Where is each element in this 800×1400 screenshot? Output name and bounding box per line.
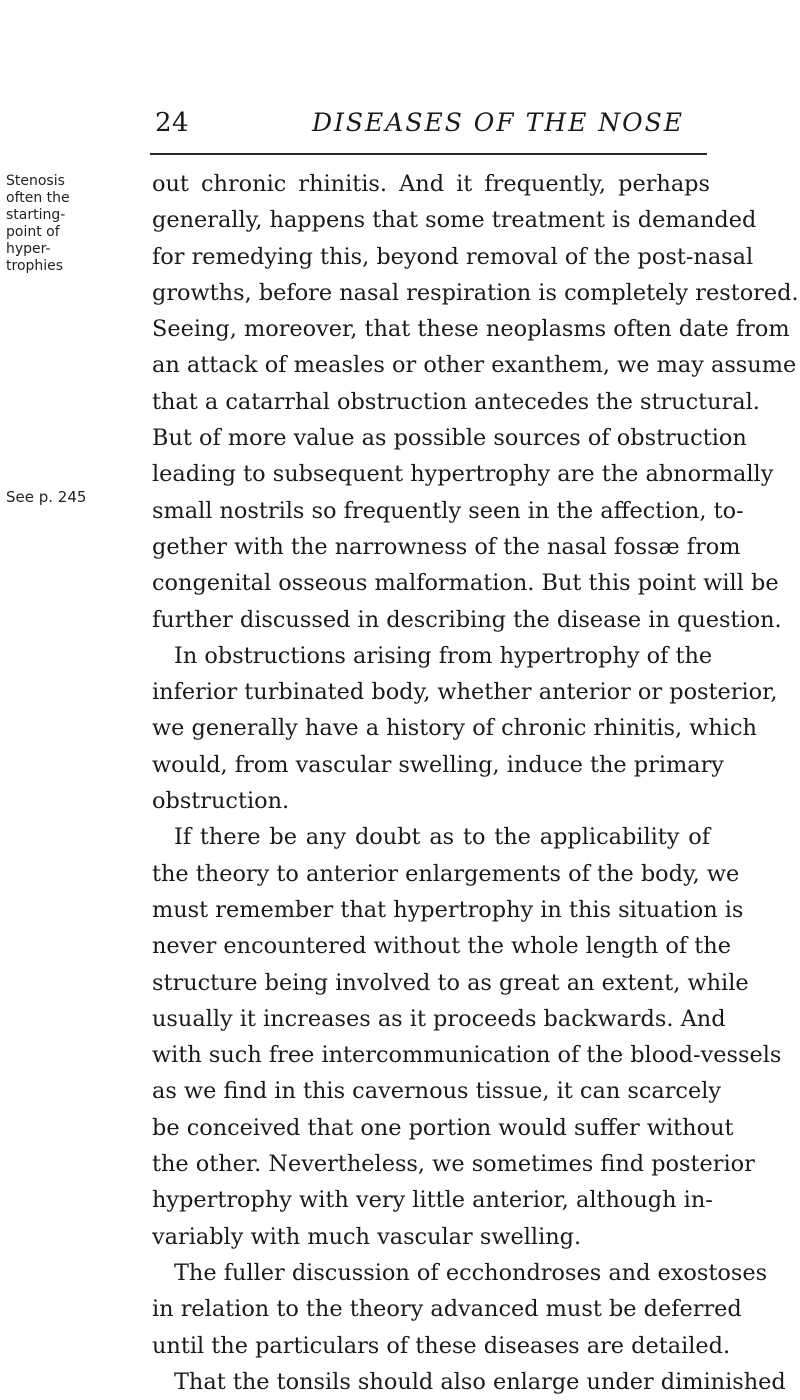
margin-note-line: starting- [6,207,66,223]
margin-note-line: See p. 245 [6,488,87,506]
text-line: the theory to anterior enlargements of the body, we [152,860,740,887]
text-line: we generally have a history of chronic rhinitis, which [152,715,757,742]
text-line: with such free intercommunication of the blood-vessels [152,1042,782,1069]
running-title: DISEASES OF THE NOSE [312,108,685,137]
text-line: gether with the narrowness of the nasal fossæ from [152,533,741,560]
text-line: until the particulars of these diseases are detailed. [152,1332,731,1359]
text-line: never encountered without the whole length of the [152,933,731,960]
text-line: be conceived that one portion would suffer without [152,1114,734,1141]
text-line: that a catarrhal obstruction antecedes the structural. [152,388,760,415]
text-line: If there be any doubt as to the applicability of [174,824,710,851]
text-line: But of more value as possible sources of obstruction [152,425,747,452]
text-line: as we find in this cavernous tissue, it can scarcely [152,1078,722,1105]
margin-note-cross-reference [6,489,86,506]
text-line: would, from vascular swelling, induce the primary [152,751,724,778]
text-line: usually it increases as it proceeds backwards. And [152,1005,726,1032]
text-line: hypertrophy with very little anterior, although in- [152,1187,713,1214]
margin-note-line: hyper- [6,241,51,257]
text-line: In obstructions arising from hypertrophy of the [174,642,713,669]
text-line: generally, happens that some treatment is demanded [152,207,757,234]
margin-note-line: often the [6,190,70,206]
text-line: for remedying this, beyond removal of the post-nasal [152,243,754,270]
text-line: Seeing, moreover, that these neoplasms often date from [152,316,790,343]
text-line: leading to subsequent hypertrophy are the abnormally [152,461,774,488]
text-line: structure being involved to as great an extent, while [152,969,749,996]
text-line: an attack of measles or other exanthem, we may assume [152,352,797,379]
text-line: small nostrils so frequently seen in the affection, to- [152,497,744,524]
body-text [152,166,799,1400]
margin-note-line: point of [6,224,60,240]
text-line: out chronic rhinitis. And it frequently, perhaps [152,171,710,197]
margin-note-line: trophies [6,258,64,274]
text-line: variably with much vascular swelling. [152,1223,582,1250]
text-line: The fuller discussion of ecchondroses and exostoses [174,1259,768,1286]
text-line: That the tonsils should also enlarge under diminished [174,1368,786,1395]
text-line: obstruction. [152,788,290,815]
margin-note-line: Stenosis [6,173,65,189]
text-line: must remember that hypertrophy in this situation is [152,896,744,923]
text-line: further discussed in describing the disease in question. [152,606,782,633]
header-rule [150,153,707,155]
text-line: growths, before nasal respiration is completely restored. [152,279,799,306]
margin-note-stenosis [6,173,70,275]
page-header [0,0,800,160]
text-line: the other. Nevertheless, we sometimes find posterior [152,1151,755,1178]
text-line: inferior turbinated body, whether anterior or posterior, [152,679,778,706]
text-line: in relation to the theory advanced must be deferred [152,1296,742,1323]
text-line: congenital osseous malformation. But this point will be [152,570,779,597]
page-number: 24 [155,108,190,138]
